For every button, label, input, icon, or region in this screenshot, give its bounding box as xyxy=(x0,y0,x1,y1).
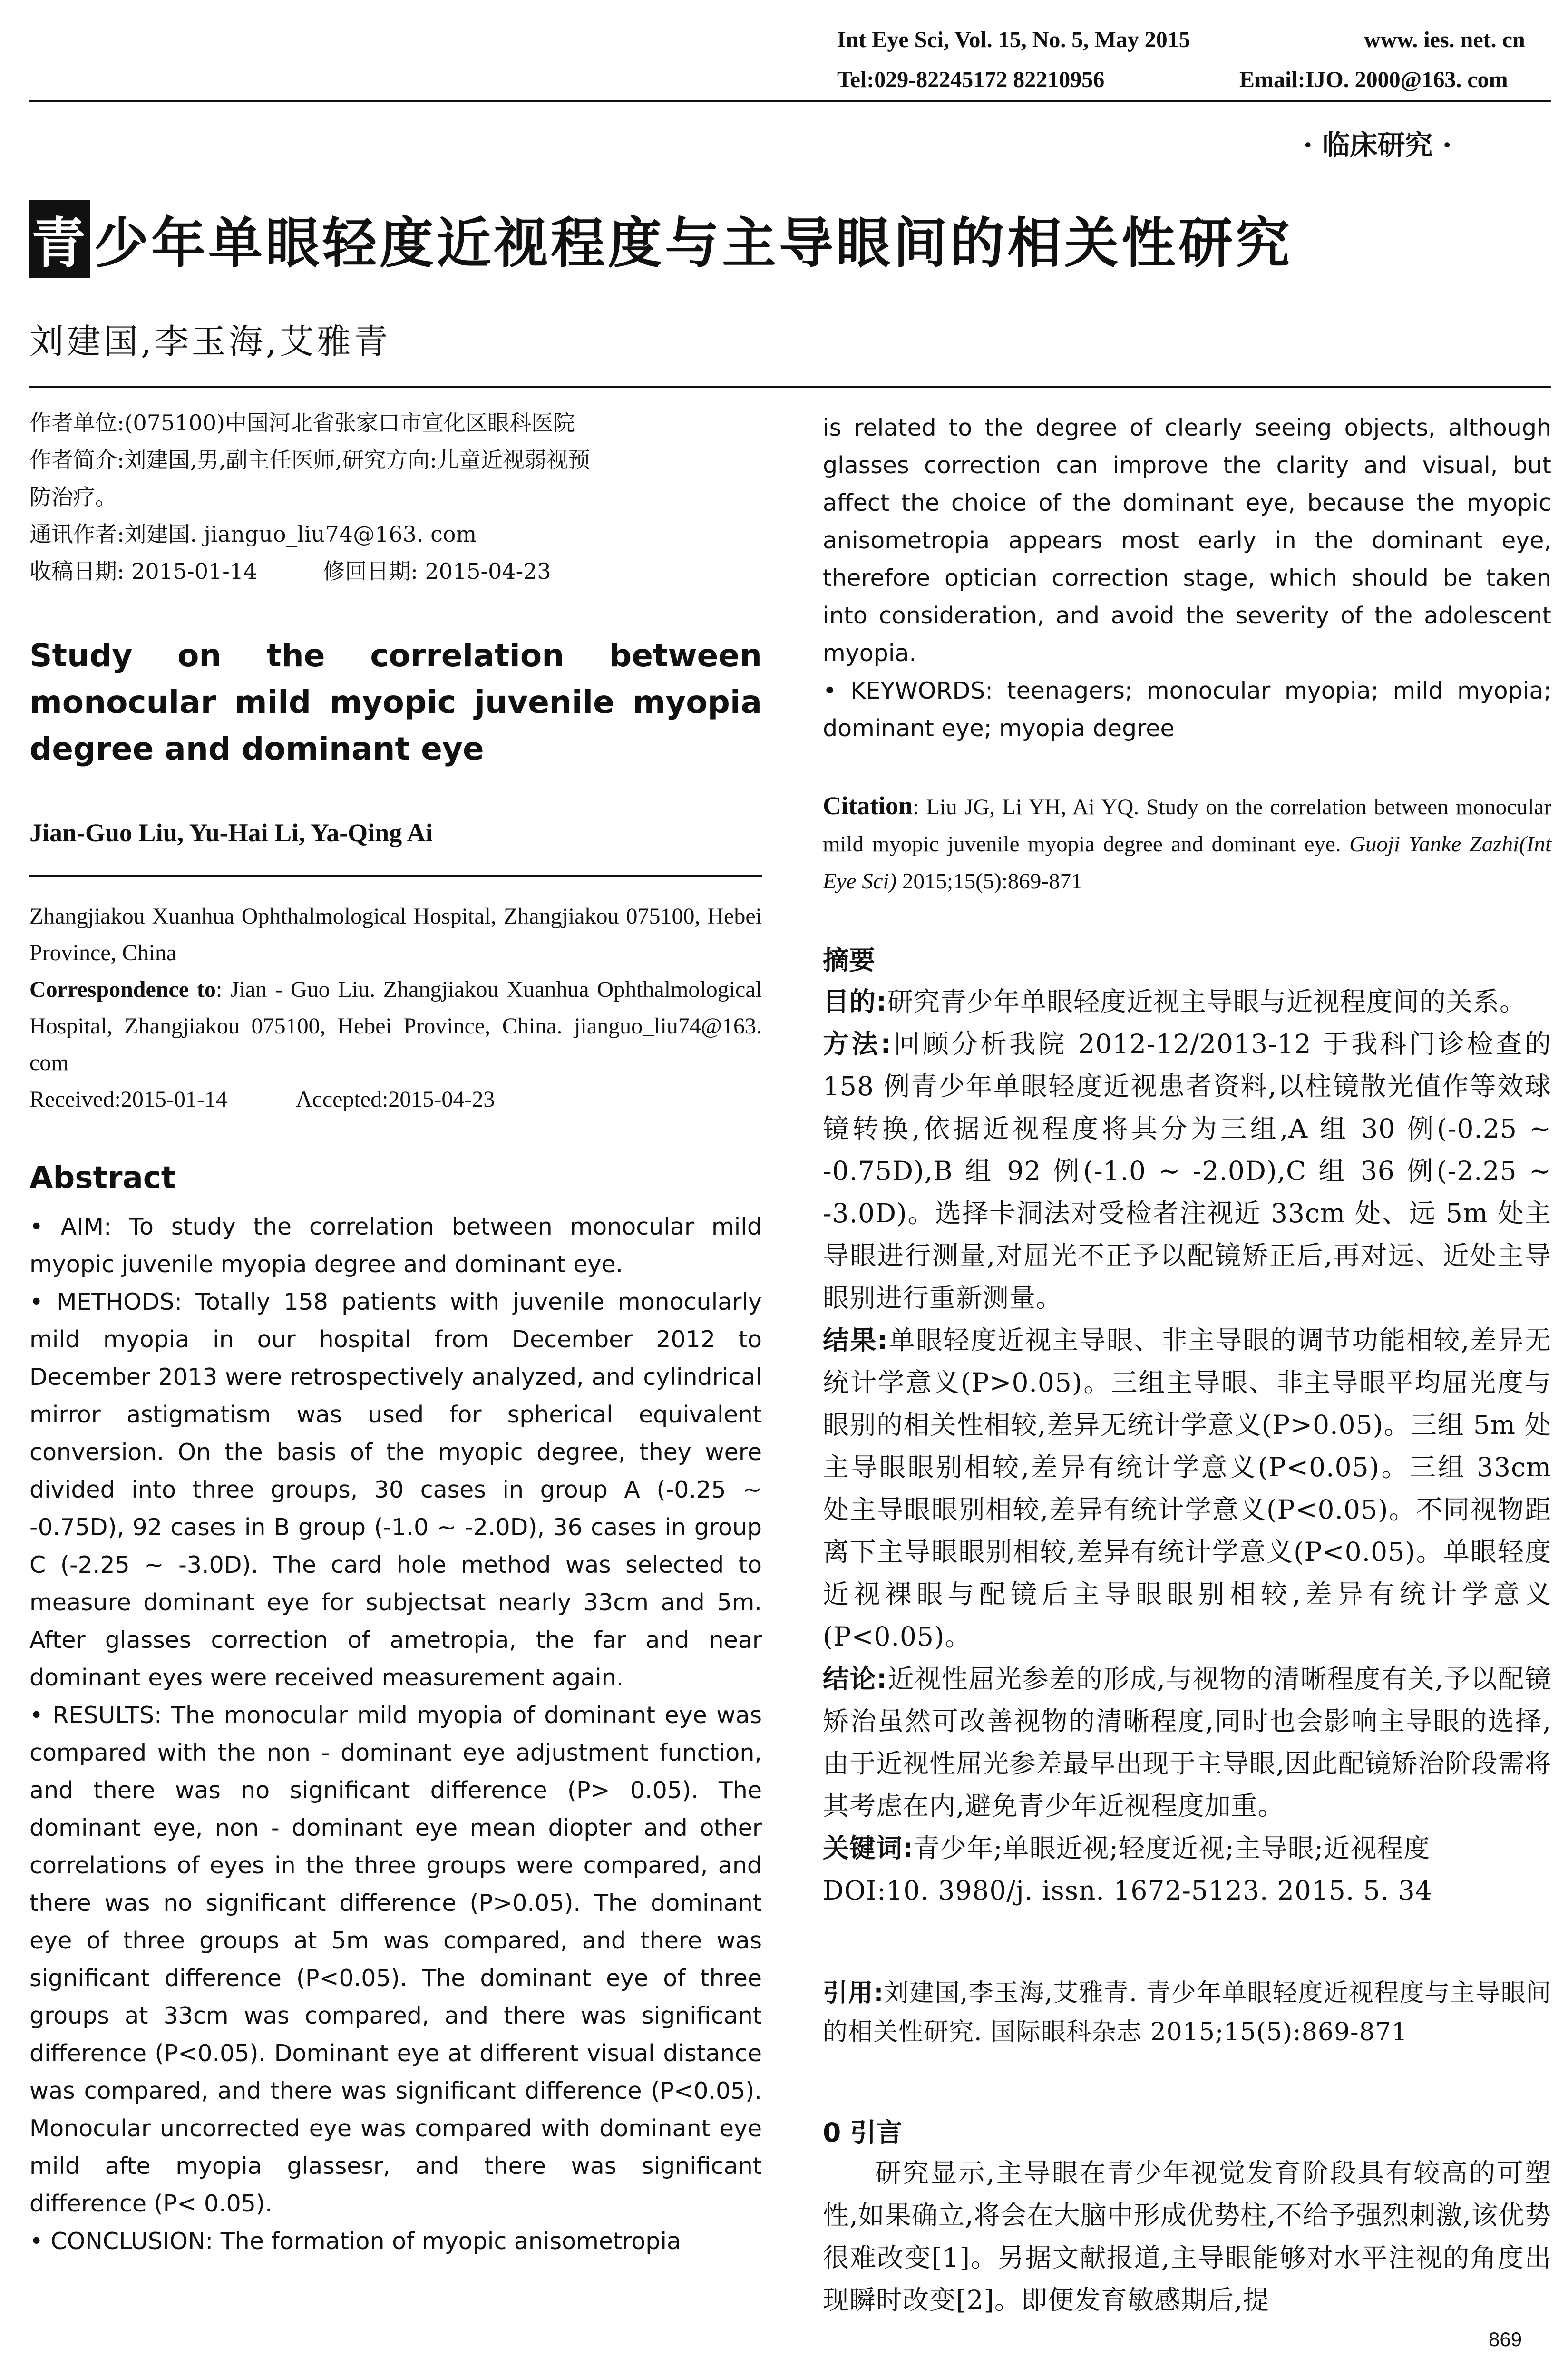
citation-details: 2015;15(5):869-871 xyxy=(896,869,1082,894)
journal-website: www. ies. net. cn xyxy=(1364,27,1525,52)
section-label: · 临床研究 · xyxy=(1303,129,1452,161)
abstract-cn-conclusion: 结论:近视性屈光参差的形成,与视物的清晰程度有关,予以配镜矫治虽然可改善视物的清晰程度,同时也会影响主导眼的选择,由于近视性屈光参差最早出现于主导眼,因此配镜矫治阶段需将其考虑在内,避免青少年近视程度加重。 xyxy=(823,1664,1551,1821)
abstract-cn-keywords: 关键词:青少年;单眼近视;轻度近视;主导眼;近视程度 xyxy=(823,1833,1431,1863)
abstract-heading: Abstract xyxy=(29,1160,176,1196)
authors-rule xyxy=(29,386,1551,388)
meta-affiliation: 作者单位:(075100)中国河北省张家口市宣化区眼科医院 xyxy=(29,410,575,436)
abstract-cn-doi: DOI:10. 3980/j. issn. 1672-5123. 2015. 5. 34 xyxy=(823,1875,1432,1906)
citation-cn xyxy=(823,1974,1551,2052)
abstract-conclusion: • CONCLUSION: The formation of myopic anisometropia xyxy=(29,2228,681,2255)
abstract-cn-conclusion-label: 结论: xyxy=(823,1664,888,1694)
abstract-cn-aim: 目的:研究青少年单眼轻度近视主导眼与近视程度间的关系。 xyxy=(823,986,1527,1017)
abstract-aim: • AIM: To study the correlation between monocular mild myopic juvenile myopia degree and dominant eye. xyxy=(29,1213,762,1278)
citation-text: : Liu JG, Li YH, Ai YQ. Study on the correlation between monocular mild myopic juvenile myopia degree and dominant eye. xyxy=(823,795,1551,857)
page-number: 869 xyxy=(1489,2328,1522,2350)
abstract-cn-methods: 方法:回顾分析我院 2012-12/2013-12 于我科门诊检查的 158 例青少年单眼轻度近视患者资料,以柱镜散光值作等效球镜转换,依据近视程度将其分为三组,A 组 30 例(-0.25 ~ -0.75D),B 组 92 例(-1.0 ~ -2.0D),C 组 36 例(-2.25 ~ -3.0D)。选择卡洞法对受检者注视近 33cm 处、远 5m 处主导眼进行测量,对屈光不正予以配镜矫正后,再对远、近处主导眼别进行重新测量。 xyxy=(823,1029,1552,1313)
abstract-cn-results-label: 结果: xyxy=(823,1325,888,1355)
english-authors: Jian-Guo Liu, Yu-Hai Li, Ya-Qing Ai xyxy=(29,818,433,847)
abstract-cn xyxy=(823,981,1551,1912)
meta-correspondence: 通讯作者:刘建国. jianguo_liu74@163. com xyxy=(29,521,477,547)
abstract-conclusion-cont: is related to the degree of clearly seeing objects, although glasses correction can improve the clarity and visual, but affect the choice of the dominant eye, because the myopic anisometropia appears most early in the dominant eye, therefore optician correction stage, which should be taken into consideration, and avoid the severity of the adolescent myopia. xyxy=(823,414,1551,667)
abstract-body xyxy=(29,1208,762,2260)
correspondence-text: : Jian - Guo Liu. Zhangjiakou Xuanhua Ophthalmological Hospital, Zhangjiakou 075100, Hebei Province, China. jianguo_liu74@163. com xyxy=(29,977,762,1075)
affiliation-correspondence xyxy=(29,971,762,1081)
authors-cn: 刘建国,李玉海,艾雅青 xyxy=(29,321,391,361)
citation-journal: Guoji Yanke Zazhi(Int Eye Sci) xyxy=(823,832,1551,894)
intro-body xyxy=(823,2152,1551,2321)
citation-label: Citation xyxy=(823,791,913,820)
journal-line: Int Eye Sci, Vol. 15, No. 5, May 2015 xyxy=(837,27,1190,52)
header-rule xyxy=(29,100,1551,102)
abstract-keywords: • KEYWORDS: teenagers; monocular myopia; mild myopia; dominant eye; myopia degree xyxy=(823,677,1551,742)
abstract-cn-results: 结果:单眼轻度近视主导眼、非主导眼的调节功能相较,差异无统计学意义(P>0.05)。三组主导眼、非主导眼平均屈光度与眼别的相关性相较,差异无统计学意义(P>0.05)。三组 5m 处主导眼眼别相较,差异有统计学意义(P<0.05)。三组 33cm 处主导眼眼别相较,差异有统计学意义(P<0.05)。不同视物距离下主导眼眼别相较,差异有统计学意义(P<0.05)。单眼轻度近视裸眼与配镜后主导眼眼别相较,差异有统计学意义(P<0.05)。 xyxy=(823,1325,1552,1652)
title-first-char: 青 xyxy=(29,200,90,278)
affiliation xyxy=(29,898,762,1118)
meta-bio-cont: 防治疗。 xyxy=(29,484,117,510)
citation xyxy=(823,787,1551,900)
meta-dates: 收稿日期: 2015-01-14 修回日期: 2015-04-23 xyxy=(29,558,551,584)
correspondence-label: Correspondence to xyxy=(29,977,216,1002)
meta-cn xyxy=(29,404,762,590)
journal-tel: Tel:029-82245172 82210956 xyxy=(837,67,1105,92)
page-title xyxy=(29,200,1293,278)
meta-bio: 作者简介:刘建国,男,副主任医师,研究方向:儿童近视弱视预 xyxy=(29,447,590,473)
abstract-cn-keywords-label: 关键词: xyxy=(823,1833,914,1863)
journal-email: Email:IJO. 2000@163. com xyxy=(1239,67,1508,92)
affiliation-received: Received:2015-01-14 Accepted:2015-04-23 xyxy=(29,1087,495,1112)
abstract-results: • RESULTS: The monocular mild myopia of dominant eye was compared with the non - dominant eye adjustment function, and there was no significant difference (P> 0.05). The dominant eye, non - dominant eye mean diopter and other correlations of eyes in the three groups were compared, and there was no significant difference (P>0.05). The dominant eye of three groups at 5m was compared, and there was significant difference (P<0.05). The dominant eye of three groups at 33cm was compared, and there was significant difference (P<0.05). Dominant eye at different visual distance was compared, and there was significant difference (P<0.05). Monocular uncorrected eye was compared with dominant eye mild afte myopia glassesr, and there was significant difference (P< 0.05). xyxy=(29,1702,762,2217)
abstract-cn-heading: 摘要 xyxy=(823,945,876,975)
abstract-methods: • METHODS: Totally 158 patients with juvenile monocularly mild myopia in our hospital from December 2012 to December 2013 were retrospectively analyzed, and cylindrical mirror astigmatism was used for spherical equivalent conversion. On the basis of the myopic degree, they were divided into three groups, 30 cases in group A (-0.25 ~ -0.75D), 92 cases in B group (-1.0 ~ -2.0D), 36 cases in group C (-2.25 ~ -3.0D). The card hole method was selected to measure dominant eye for subjectsat nearly 33cm and 5m. After glasses correction of ametropia, the far and near dominant eyes were received measurement again. xyxy=(29,1288,762,1691)
citation-cn-label: 引用: xyxy=(823,1979,884,2007)
english-authors-rule xyxy=(29,875,762,877)
intro-text: 研究显示,主导眼在青少年视觉发育阶段具有较高的可塑性,如果确立,将会在大脑中形成优势柱,不给予强烈刺激,该优势很难改变[1]。另据文献报道,主导眼能够对水平注视的角度出现瞬时改变[2]。即便发育敏感期后,提 xyxy=(823,2158,1551,2315)
abstract-continued xyxy=(823,409,1551,747)
english-title: Study on the correlation between monocular mild myopic juvenile myopia degree and dominant eye xyxy=(29,637,762,767)
abstract-cn-aim-label: 目的: xyxy=(823,986,887,1017)
title-rest: 少年单眼轻度近视程度与主导眼间的相关性研究 xyxy=(94,212,1293,275)
affiliation-address: Zhangjiakou Xuanhua Ophthalmological Hospital, Zhangjiakou 075100, Hebei Province, China xyxy=(29,904,762,965)
citation-cn-text: 刘建国,李玉海,艾雅青. 青少年单眼轻度近视程度与主导眼间的相关性研究. 国际眼科杂志 2015;15(5):869-871 xyxy=(823,1979,1551,2046)
abstract-cn-methods-label: 方法: xyxy=(823,1029,892,1059)
intro-heading: 0 引言 xyxy=(823,2117,903,2148)
